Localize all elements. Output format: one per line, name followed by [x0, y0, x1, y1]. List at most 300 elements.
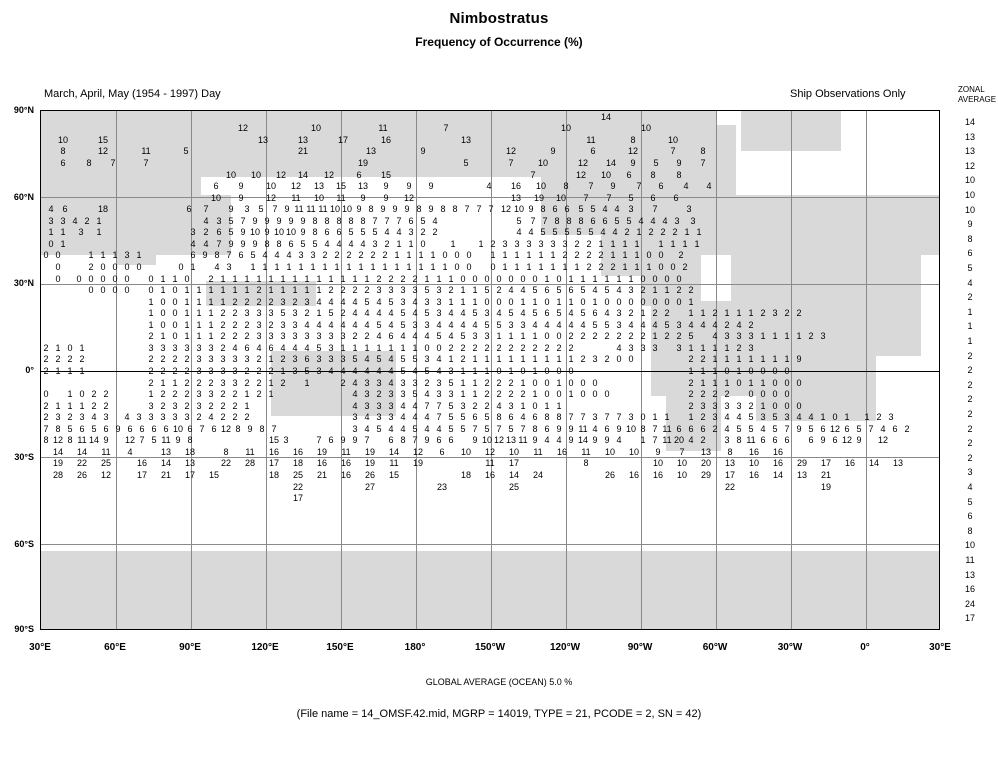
heatmap-cell-value: 3	[280, 319, 286, 330]
heatmap-cell-value: 0	[124, 262, 130, 272]
heatmap-cell-value: 2	[244, 412, 250, 423]
heatmap-cell-value: 8	[676, 169, 682, 180]
heatmap-cell-value: 2	[43, 366, 49, 376]
heatmap-cell-value: 1	[79, 366, 85, 376]
heatmap-cell-value: 9	[252, 238, 258, 249]
heatmap-cell-value: 4	[412, 412, 418, 423]
heatmap-cell-value: 3	[328, 331, 334, 342]
heatmap-cell-value: 4	[340, 366, 346, 376]
heatmap-cell-value: 3	[340, 354, 346, 365]
heatmap-cell-value: 2	[43, 412, 49, 423]
heatmap-cell-value: 3	[550, 238, 556, 249]
heatmap-cell-value: 2	[508, 389, 514, 400]
heatmap-cell-value: 9	[356, 204, 362, 215]
heatmap-cell-value: 1	[670, 238, 676, 249]
heatmap-cell-value: 9	[247, 423, 253, 434]
heatmap-cell-value: 1	[408, 238, 414, 249]
heatmap-cell-value: 1	[460, 285, 466, 296]
xtick-11: 0°	[860, 642, 870, 653]
heatmap-cell-value: 3	[400, 285, 406, 296]
heatmap-cell-value: 5	[772, 423, 778, 434]
xtick-8: 90°W	[627, 642, 653, 653]
heatmap-cell-value: 0	[796, 377, 802, 388]
heatmap-cell-value: 16	[652, 470, 664, 480]
heatmap-cell-value: 0	[55, 273, 61, 284]
heatmap-cell-value: 2	[43, 400, 49, 411]
heatmap-cell-value: 0	[55, 262, 61, 272]
ytick-30s: 30°S	[14, 452, 34, 462]
ytick-60n: 60°N	[13, 192, 34, 202]
heatmap-cell-value: 3	[190, 227, 196, 238]
heatmap-cell-value: 0	[454, 250, 460, 261]
heatmap-cell-value: 8	[60, 146, 66, 157]
heatmap-cell-value: 4	[352, 366, 358, 376]
heatmap-cell-value: 7	[588, 181, 594, 192]
heatmap-cell-value: 16	[340, 458, 352, 469]
heatmap-row	[41, 342, 940, 354]
heatmap-cell-value: 1	[394, 250, 400, 261]
heatmap-cell-value: 16	[316, 458, 328, 469]
heatmap-cell-value: 6	[472, 412, 478, 423]
heatmap-cell-value: 4	[638, 215, 644, 226]
heatmap-row	[41, 145, 940, 157]
heatmap-cell-value: 2	[268, 319, 274, 330]
heatmap-cell-value: 7	[316, 435, 322, 446]
heatmap-cell-value: 4	[352, 389, 358, 400]
zonal-average-value: 2	[967, 350, 973, 361]
heatmap-cell-value: 2	[736, 342, 742, 353]
heatmap-cell-value: 4	[328, 296, 334, 307]
heatmap-cell-value: 1	[622, 238, 628, 249]
heatmap-cell-value: 3	[502, 238, 508, 249]
heatmap-cell-value: 2	[490, 238, 496, 249]
heatmap-cell-value: 2	[432, 227, 438, 238]
heatmap-cell-value: 2	[148, 331, 154, 342]
heatmap-cell-value: 18	[184, 446, 196, 457]
heatmap-cell-value: 2	[256, 285, 262, 296]
heatmap-cell-value: 1	[556, 400, 562, 411]
heatmap-cell-value: 3	[292, 354, 298, 365]
heatmap-cell-value: 2	[340, 285, 346, 296]
heatmap-cell-value: 7	[580, 412, 586, 423]
heatmap-cell-value: 6	[190, 250, 196, 261]
heatmap-cell-value: 10	[640, 123, 652, 134]
heatmap-cell-value: 1	[568, 296, 574, 307]
heatmap-cell-value: 2	[103, 400, 109, 411]
heatmap-cell-value: 4	[700, 319, 706, 330]
heatmap-cell-value: 6	[568, 285, 574, 296]
heatmap-cell-value: 1	[508, 366, 514, 376]
heatmap-cell-value: 4	[352, 400, 358, 411]
heatmap-cell-value: 1	[208, 331, 214, 342]
heatmap-cell-value: 1	[760, 354, 766, 365]
heatmap-cell-value: 1	[556, 296, 562, 307]
heatmap-cell-value: 1	[396, 238, 402, 249]
heatmap-cell-value: 3	[376, 285, 382, 296]
heatmap-cell-value: 9	[228, 204, 234, 215]
heatmap-cell-value: 3	[712, 400, 718, 411]
heatmap-cell-value: 1	[472, 354, 478, 365]
heatmap-row	[41, 492, 940, 504]
heatmap-cell-value: 4	[424, 389, 430, 400]
heatmap-cell-value: 6	[760, 435, 766, 446]
heatmap-cell-value: 4	[712, 319, 718, 330]
heatmap-cell-value: 6	[304, 354, 310, 365]
heatmap-cell-value: 4	[376, 296, 382, 307]
heatmap-cell-value: 1	[448, 296, 454, 307]
heatmap-cell-value: 0	[652, 273, 658, 284]
heatmap-cell-value: 8	[452, 204, 458, 215]
heatmap-cell-value: 0	[724, 366, 730, 376]
heatmap-cell-value: 2	[724, 389, 730, 400]
heatmap-cell-value: 4	[436, 366, 442, 376]
heatmap-cell-value: 12	[627, 146, 639, 157]
heatmap-cell-value: 9	[284, 204, 290, 215]
zonal-average-value: 11	[965, 555, 975, 565]
heatmap-cell-value: 11	[294, 204, 304, 215]
heatmap-cell-value: 6	[658, 181, 664, 192]
heatmap-cell-value: 1	[304, 273, 310, 284]
heatmap-cell-value: 1	[244, 400, 250, 411]
heatmap-cell-value: 3	[514, 238, 520, 249]
heatmap-cell-value: 2	[184, 377, 190, 388]
zonal-average-value: 2	[967, 394, 973, 405]
heatmap-cell-value: 19	[820, 481, 832, 492]
heatmap-cell-value: 3	[268, 308, 274, 319]
heatmap-cell-value: 1	[148, 389, 154, 400]
heatmap-cell-value: 11	[306, 204, 316, 215]
heatmap-cell-value: 2	[748, 400, 754, 411]
heatmap-cell-value: 9	[238, 181, 244, 192]
heatmap-cell-value: 3	[328, 342, 334, 353]
heatmap-cell-value: 5	[736, 423, 742, 434]
heatmap-cell-value: 0	[760, 366, 766, 376]
heatmap-cell-value: 16	[510, 181, 522, 192]
heatmap-cell-value: 0	[658, 250, 664, 261]
heatmap-cell-value: 4	[616, 285, 622, 296]
heatmap-cell-value: 2	[472, 342, 478, 353]
heatmap-cell-value: 0	[652, 296, 658, 307]
heatmap-cell-value: 8	[700, 146, 706, 157]
heatmap-cell-value: 1	[418, 250, 424, 261]
heatmap-cell-value: 3	[226, 262, 232, 272]
heatmap-cell-value: 4	[364, 423, 370, 434]
heatmap-cell-value: 1	[250, 262, 256, 272]
heatmap-cell-value: 1	[346, 262, 352, 272]
heatmap-row	[41, 134, 940, 146]
heatmap-cell-value: 2	[384, 238, 390, 249]
zonal-average-value: 13	[964, 131, 975, 142]
heatmap-cell-value: 17	[292, 493, 304, 504]
heatmap-cell-value: 1	[568, 389, 574, 400]
heatmap-cell-value: 19	[52, 458, 64, 469]
heatmap-cell-value: 1	[532, 366, 538, 376]
heatmap-cell-value: 29	[796, 458, 808, 469]
heatmap-cell-value: 12	[403, 192, 415, 203]
heatmap-cell-value: 10	[481, 435, 493, 446]
heatmap-cell-value: 5	[772, 412, 778, 423]
heatmap-cell-value: 2	[244, 296, 250, 307]
heatmap-cell-value: 14	[52, 446, 64, 457]
heatmap-cell-value: 2	[352, 285, 358, 296]
heatmap-row	[41, 284, 940, 296]
heatmap-cell-value: 2	[340, 308, 346, 319]
heatmap-cell-value: 3	[562, 238, 568, 249]
heatmap-cell-value: 5	[688, 331, 694, 342]
heatmap-cell-value: 4	[214, 262, 220, 272]
heatmap-cell-value: 2	[232, 412, 238, 423]
heatmap-cell-value: 1	[220, 273, 226, 284]
heatmap-cell-value: 0	[676, 273, 682, 284]
heatmap-cell-value: 10	[273, 227, 285, 238]
heatmap-cell-value: 1	[450, 238, 456, 249]
heatmap-cell-value: 1	[712, 366, 718, 376]
heatmap-cell-value: 2	[784, 308, 790, 319]
heatmap-cell-value: 2	[184, 354, 190, 365]
heatmap-cell-value: 10	[513, 204, 525, 215]
heatmap-cell-value: 0	[67, 342, 73, 353]
heatmap-row	[41, 169, 940, 181]
heatmap-cell-value: 0	[472, 273, 478, 284]
heatmap-cell-value: 3	[124, 250, 130, 261]
heatmap-cell-value: 4	[688, 435, 694, 446]
heatmap-cell-value: 3	[160, 342, 166, 353]
heatmap-cell-value: 4	[280, 342, 286, 353]
heatmap-cell-value: 2	[598, 262, 604, 272]
heatmap-cell-value: 2	[484, 377, 490, 388]
heatmap-cell-value: 9	[276, 215, 282, 226]
heatmap-cell-value: 2	[724, 319, 730, 330]
heatmap-cell-value: 22	[292, 481, 304, 492]
heatmap-cell-value: 17	[136, 470, 148, 480]
heatmap-cell-value: 10	[249, 227, 261, 238]
heatmap-cell-value: 0	[784, 366, 790, 376]
heatmap-cell-value: 1	[622, 250, 628, 261]
heatmap-cell-value: 2	[688, 389, 694, 400]
heatmap-cell-value: 6	[388, 331, 394, 342]
heatmap-cell-value: 5	[540, 227, 546, 238]
heatmap-cell-value: 3	[268, 331, 274, 342]
heatmap-cell-value: 1	[256, 273, 262, 284]
heatmap-cell-value: 0	[100, 285, 106, 296]
heatmap-cell-value: 2	[172, 354, 178, 365]
heatmap-cell-value: 1	[610, 250, 616, 261]
heatmap-cell-value: 1	[442, 262, 448, 272]
heatmap-cell-value: 2	[43, 342, 49, 353]
heatmap-cell-value: 7	[271, 423, 277, 434]
heatmap-cell-value: 8	[336, 215, 342, 226]
heatmap-cell-value: 5	[400, 366, 406, 376]
heatmap-cell-value: 2	[574, 238, 580, 249]
heatmap-cell-value: 9	[528, 204, 534, 215]
heatmap-cell-value: 9	[428, 181, 434, 192]
chart-subtitle: Frequency of Occurrence (%)	[415, 35, 583, 49]
heatmap-cell-value: 3	[724, 331, 730, 342]
heatmap-cell-value: 2	[676, 285, 682, 296]
heatmap-cell-value: 7	[784, 423, 790, 434]
heatmap-cell-value: 4	[652, 319, 658, 330]
heatmap-cell-value: 3	[208, 366, 214, 376]
heatmap-cell-value: 0	[664, 273, 670, 284]
heatmap-cell-value: 1	[268, 389, 274, 400]
heatmap-cell-value: 6	[808, 435, 814, 446]
heatmap-cell-value: 1	[460, 389, 466, 400]
heatmap-cell-value: 1	[472, 296, 478, 307]
heatmap-cell-value: 0	[532, 273, 538, 284]
heatmap-cell-value: 6	[213, 181, 219, 192]
heatmap-cell-value: 0	[772, 366, 778, 376]
heatmap-cell-value: 2	[196, 377, 202, 388]
heatmap-cell-value: 5	[67, 423, 73, 434]
heatmap-cell-value: 8	[556, 412, 562, 423]
heatmap-cell-value: 14	[297, 169, 309, 180]
heatmap-cell-value: 3	[388, 400, 394, 411]
heatmap-cell-value: 13	[313, 181, 325, 192]
heatmap-cell-value: 19	[364, 458, 376, 469]
xtick-5: 180°	[404, 642, 426, 653]
heatmap-cell-value: 4	[376, 366, 382, 376]
heatmap-cell-value: 2	[346, 250, 352, 261]
heatmap-cell-value: 1	[748, 377, 754, 388]
heatmap-cell-value: 16	[136, 458, 148, 469]
heatmap-cell-value: 2	[688, 285, 694, 296]
heatmap-cell-value: 7	[530, 215, 536, 226]
heatmap-cell-value: 3	[376, 412, 382, 423]
heatmap-cell-value: 7	[636, 181, 642, 192]
heatmap-cell-value: 3	[388, 389, 394, 400]
heatmap-cell-value: 3	[244, 354, 250, 365]
heatmap-cell-value: 1	[652, 331, 658, 342]
heatmap-cell-value: 12	[493, 435, 505, 446]
heatmap-cell-value: 15	[380, 169, 392, 180]
heatmap-cell-value: 9	[610, 181, 616, 192]
heatmap-cell-value: 3	[820, 331, 826, 342]
heatmap-cell-value: 4	[384, 227, 390, 238]
heatmap-cell-value: 16	[844, 458, 856, 469]
heatmap-cell-value: 2	[628, 331, 634, 342]
heatmap-cell-value: 6	[832, 435, 838, 446]
heatmap-cell-value: 4	[388, 319, 394, 330]
heatmap-cell-value: 1	[736, 308, 742, 319]
heatmap-cell-value: 0	[616, 354, 622, 365]
heatmap-cell-value: 2	[370, 250, 376, 261]
heatmap-cell-value: 1	[220, 285, 226, 296]
heatmap-cell-value: 1	[406, 250, 412, 261]
heatmap-cell-value: 14	[772, 470, 784, 480]
heatmap-cell-value: 10	[667, 134, 679, 145]
heatmap-cell-value: 2	[352, 331, 358, 342]
heatmap-cell-value: 4	[436, 423, 442, 434]
heatmap-cell-value: 9	[568, 423, 574, 434]
heatmap-cell-value: 11	[77, 435, 87, 446]
zonal-average-value: 4	[967, 482, 973, 492]
heatmap-cell-value: 3	[592, 354, 598, 365]
heatmap-cell-value: 9	[360, 192, 366, 203]
heatmap-cell-value: 4	[400, 412, 406, 423]
heatmap-cell-value: 5	[360, 227, 366, 238]
heatmap-cell-value: 9	[264, 227, 270, 238]
heatmap-cell-value: 9	[300, 227, 306, 238]
heatmap-cell-value: 18	[460, 470, 472, 480]
heatmap-cell-value: 1	[472, 377, 478, 388]
heatmap-cell-value: 1	[60, 238, 66, 249]
heatmap-cell-value: 2	[610, 262, 616, 272]
ytick-60s: 60°S	[14, 539, 34, 549]
heatmap-row	[41, 261, 940, 273]
heatmap-cell-value: 9	[655, 446, 661, 457]
heatmap-cell-value: 1	[67, 366, 73, 376]
heatmap-cell-value: 1	[298, 262, 304, 272]
heatmap-cell-value: 8	[496, 412, 502, 423]
heatmap-cell-value: 6	[784, 435, 790, 446]
heatmap-cell-value: 1	[550, 262, 556, 272]
heatmap-cell-value: 0	[484, 296, 490, 307]
heatmap-cell-value: 1	[316, 285, 322, 296]
heatmap-cell-value: 1	[184, 319, 190, 330]
heatmap-cell-value: 1	[208, 285, 214, 296]
heatmap-cell-value: 9	[392, 204, 398, 215]
heatmap-cell-value: 2	[232, 308, 238, 319]
heatmap-cell-value: 1	[562, 262, 568, 272]
heatmap-cell-value: 4	[400, 400, 406, 411]
zonal-average-value: 10	[964, 204, 975, 215]
heatmap-cell-value: 13	[510, 192, 522, 203]
heatmap-row	[41, 481, 940, 493]
heatmap-cell-value: 6	[892, 423, 898, 434]
heatmap-cell-value: 6	[439, 446, 445, 457]
heatmap-cell-value: 9	[288, 215, 294, 226]
heatmap-cell-value: 18	[292, 458, 304, 469]
heatmap-cell-value: 11	[518, 435, 528, 446]
heatmap-cell-value: 4	[460, 308, 466, 319]
heatmap-cell-value: 11	[378, 123, 388, 134]
heatmap-cell-value: 7	[139, 435, 145, 446]
heatmap-cell-value: 4	[340, 296, 346, 307]
heatmap-cell-value: 3	[220, 366, 226, 376]
heatmap-cell-value: 8	[578, 215, 584, 226]
heatmap-cell-value: 4	[412, 296, 418, 307]
heatmap-cell-value: 7	[436, 400, 442, 411]
heatmap-cell-value: 9	[472, 435, 478, 446]
heatmap-cell-value: 5	[576, 227, 582, 238]
heatmap-cell-value: 4	[262, 250, 268, 261]
heatmap-cell-value: 6	[532, 412, 538, 423]
heatmap-cell-value: 0	[532, 400, 538, 411]
heatmap-cell-value: 1	[784, 331, 790, 342]
heatmap-cell-value: 5	[604, 285, 610, 296]
heatmap-cell-value: 3	[388, 412, 394, 423]
heatmap-cell-value: 4	[203, 215, 209, 226]
heatmap-cell-value: 3	[628, 285, 634, 296]
heatmap-cell-value: 4	[352, 308, 358, 319]
xtick-4: 150°E	[326, 642, 354, 653]
heatmap-cell-value: 7	[199, 423, 205, 434]
heatmap-cell-value: 3	[888, 412, 894, 423]
heatmap-cell-value: 2	[103, 389, 109, 400]
heatmap-cell-value: 12	[237, 123, 249, 134]
heatmap-cell-value: 4	[412, 331, 418, 342]
heatmap-cell-value: 0	[640, 273, 646, 284]
heatmap-cell-value: 13	[505, 435, 517, 446]
heatmap-cell-value: 22	[724, 481, 736, 492]
zonal-average-value: 2	[967, 423, 973, 434]
heatmap-cell-value: 13	[297, 134, 309, 145]
heatmap-cell-value: 7	[508, 158, 514, 168]
heatmap-cell-value: 3	[280, 296, 286, 307]
heatmap-cell-value: 3	[256, 319, 262, 330]
heatmap-cell-value: 3	[208, 354, 214, 365]
heatmap-cell-value: 2	[148, 354, 154, 365]
